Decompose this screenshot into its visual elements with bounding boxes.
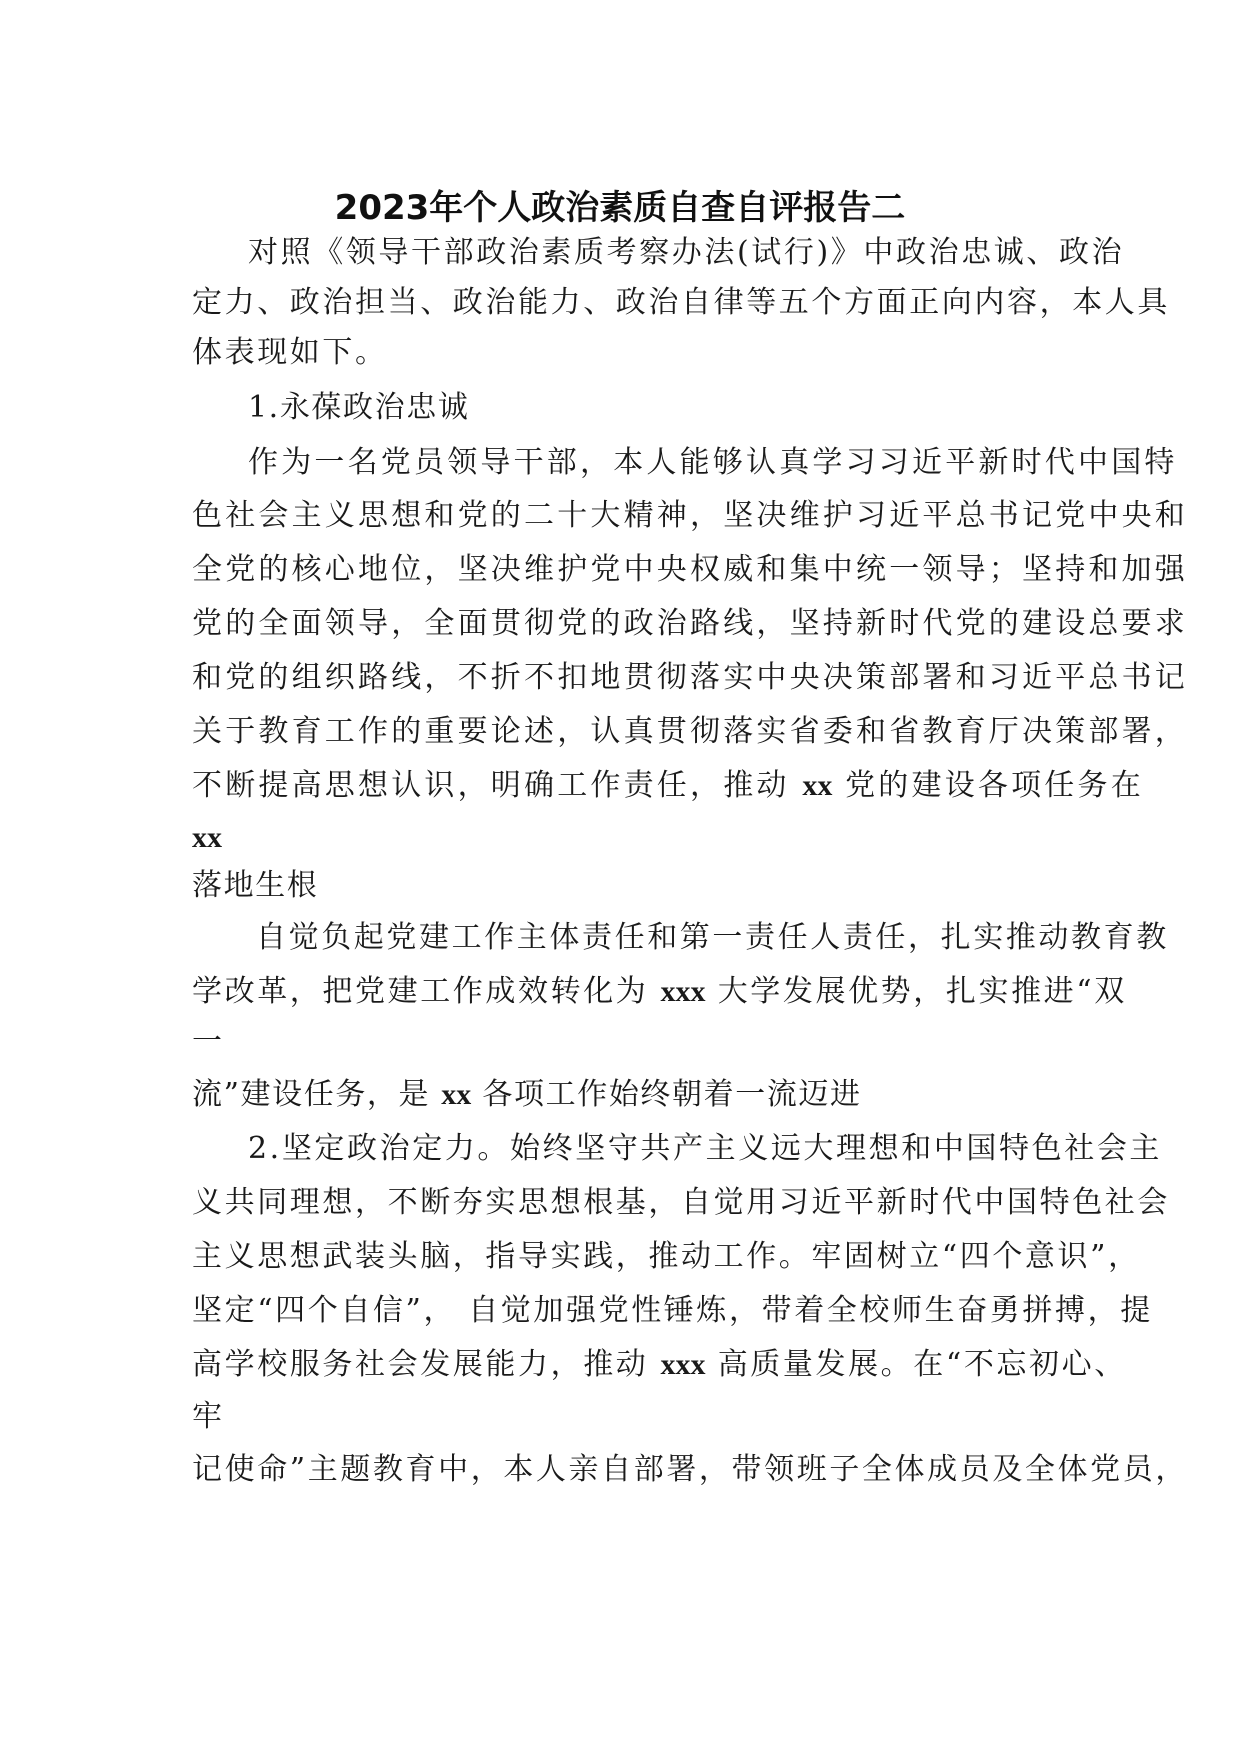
line-text: 党的建设各项任务在 (845, 768, 1144, 803)
paragraph-line: 和党的组织路线，不折不扣地贯彻落实中央决策部署和习近平总书记 (192, 660, 1188, 695)
paragraph-line: 作为一名党员领导干部，本人能够认真学习习近平新时代中国特 (248, 445, 1178, 480)
paragraph-line: 党的全面领导，全面贯彻党的政治路线，坚持新时代党的建设总要求 (192, 606, 1188, 641)
paragraph-line: 主义思想武装头脑，指导实践，推动工作。牢固树立“四个意识”， (192, 1239, 1141, 1274)
placeholder-text: xx (802, 769, 833, 802)
placeholder-text: xxx (660, 975, 706, 1008)
paragraph-line: 坚定“四个自信”， 自觉加强党性锤炼，带着全校师生奋勇拼搏，提 (192, 1293, 1153, 1328)
paragraph-line: 关于教育工作的重要论述，认真贯彻落实省委和省教育厅决策部署， (192, 714, 1188, 749)
line-text: 各项工作始终朝着一流迈进 (482, 1077, 862, 1112)
paragraph-line: 义共同理想，不断夯实思想根基，自觉用习近平新时代中国特色社会 (192, 1185, 1170, 1220)
paragraph-line: 记使命”主题教育中，本人亲自部署，带领班子全体成员及全体党员， (192, 1452, 1188, 1487)
line-text: 流”建设任务，是 (192, 1077, 431, 1112)
paragraph-line: 一 (192, 1024, 224, 1059)
line-text: 高学校服务社会发展能力，推动 (192, 1347, 649, 1382)
paragraph-line: 全党的核心地位，坚决维护党中央权威和集中统一领导；坚持和加强 (192, 552, 1188, 587)
paragraph-line (192, 818, 222, 858)
placeholder-text: xxx (660, 1348, 706, 1381)
placeholder-text: xx (192, 821, 222, 854)
line-text: 高质量发展。在“不忘初心、 (717, 1347, 1127, 1382)
paragraph-line: 定力、政治担当、政治能力、政治自律等五个方面正向内容，本人具 (192, 285, 1170, 320)
paragraph-line (192, 766, 1144, 806)
paragraph-line (192, 972, 1127, 1012)
paragraph-line (192, 1345, 1127, 1385)
paragraph-line (192, 1075, 862, 1115)
line-text: 学改革，把党建工作成效转化为 (192, 974, 649, 1009)
paragraph-line: 色社会主义思想和党的二十大精神，坚决维护习近平总书记党中央和 (192, 498, 1188, 533)
section-heading: 1.永葆政治忠诚 (248, 390, 470, 425)
placeholder-text: xx (441, 1078, 472, 1111)
document-title: 2023年个人政治素质自查自评报告二 (334, 188, 906, 228)
line-text: 不断提高思想认识，明确工作责任，推动 (192, 768, 790, 803)
paragraph-line: 自觉负起党建工作主体责任和第一责任人责任，扎实推动教育教 (256, 920, 1169, 955)
paragraph-line: 牢 (192, 1399, 224, 1434)
paragraph-line: 落地生根 (192, 868, 319, 903)
paragraph-line: 体表现如下。 (192, 335, 388, 370)
paragraph-line: 对照《领导干部政治素质考察办法(试行)》中政治忠诚、政治 (248, 235, 1125, 270)
line-text: 大学发展优势，扎实推进“双 (717, 974, 1127, 1009)
paragraph-line: 2.坚定政治定力。始终坚守共产主义远大理想和中国特色社会主 (248, 1131, 1163, 1166)
